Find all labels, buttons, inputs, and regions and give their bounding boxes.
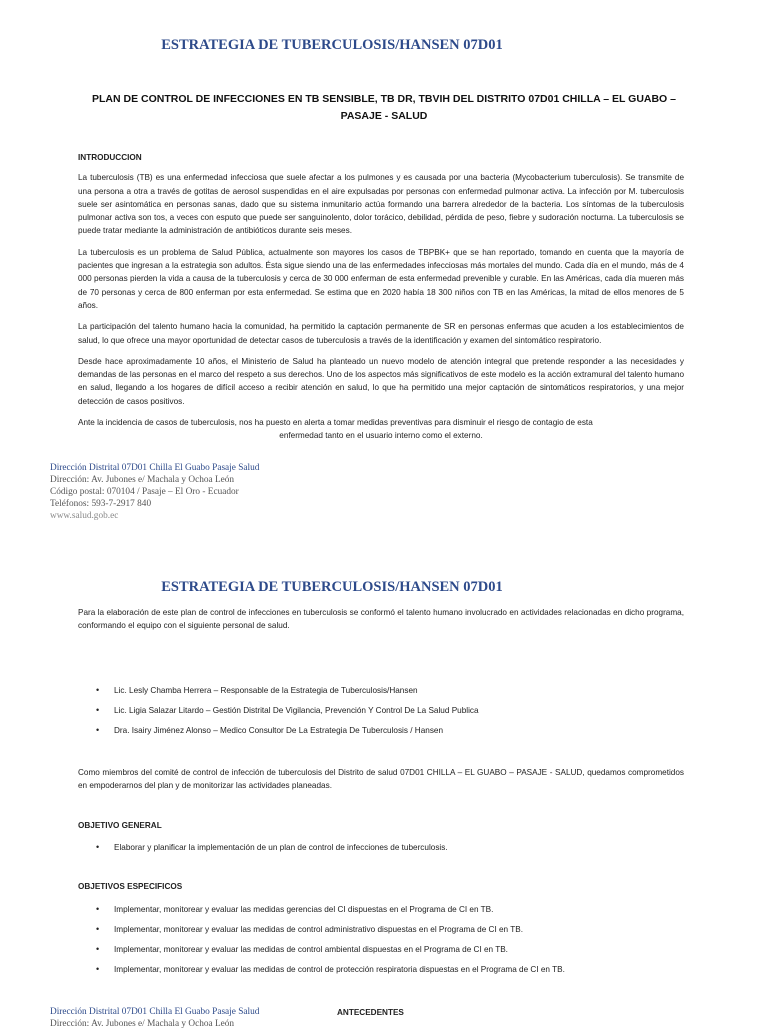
objective-specific-item: • Implementar, monitorear y evaluar las medidas de control administrativo dispuestas en el Programa de CI en TB. xyxy=(82,923,682,936)
intro-paragraph-1: La tuberculosis (TB) es una enfermedad infecciosa que suele afectar a los pulmones y es causada por una bacteria (Mycobacterium tuberculosis). Se transmite de una persona a otra a través de gotitas de aerosol suspendidas en el aire expulsadas por personas con enfermedad pulmonar activa. La infección por M. tuberculosis suele ser asintomática en personas sanas, dado que su sistema inmunitario actúa formando una barrera alrededor de la bacteria. Los síntomas de la tuberculosis pulmonar activa son tos, a veces con esputo que puede ser sanguinolento, dolor torácico, debilidad, pérdida de peso, fiebre y sudoración nocturna. La tuberculosis se puede tratar mediante la administración de antibióticos durante seis meses. xyxy=(78,173,684,236)
objective-specific-item: • Implementar, monitorear y evaluar las medidas de control ambiental dispuestas en el Programa de CI en TB. xyxy=(82,943,682,956)
antecedentes-heading: ANTECEDENTES xyxy=(337,1008,404,1017)
team-member: • Lic. Ligia Salazar Litardo – Gestión Distrital De Vigilancia, Prevención Y Control De La Salud Publica xyxy=(82,704,682,717)
footer-address-label: Dirección: xyxy=(50,475,90,485)
intro-paragraph-5-line-2: enfermedad tanto en el usuario interno como el externo. xyxy=(279,431,483,441)
intro-paragraph-3: La participación del talento humano hacia la comunidad, ha permitido la captación permanente de SR en personas enfermas que acuden a los establecimientos de salud, lo que ofrece una mayor oportunidad de detectar casos de tuberculosis a través de la identificación y examen del sintomático respiratorio. xyxy=(78,322,684,345)
plan-title xyxy=(80,91,688,125)
footer-2 xyxy=(50,1006,259,1030)
objectives-specific-heading: OBJETIVOS ESPECIFICOS xyxy=(78,882,183,891)
footer-phone xyxy=(50,498,259,510)
page-title: ESTRATEGIA DE TUBERCULOSIS/HANSEN 07D01 xyxy=(161,37,503,53)
footer xyxy=(50,462,259,522)
footer-org: Dirección Distrital 07D01 Chilla El Guabo Pasaje Salud xyxy=(50,463,260,473)
committee-text: Como miembros del comité de control de infección de tuberculosis del Distrito de salud 07D01 CHILLA – EL GUABO – PASAJE - SALUD, quedamos comprometidos en empoderarnos del plan y de monitorizar las actividades planeadas. xyxy=(78,768,684,791)
team-member: • Dra. Isairy Jiménez Alonso – Medico Consultor De La Estrategia De Tuberculosis / Hansen xyxy=(82,724,682,737)
objective-specific-item: • Implementar, monitorear y evaluar las medidas de control de protección respiratoria dispuestas en el Programa de CI en TB. xyxy=(82,963,682,976)
intro-paragraph-5-line-1: Ante la incidencia de casos de tuberculosis, nos ha puesto en alerta a tomar medidas preventivas para disminuir el riesgo de contagio de esta xyxy=(78,418,593,428)
introduction-section xyxy=(78,151,684,443)
footer-address-value: Av. Jubones e/ Machala y Ochoa León xyxy=(91,475,235,485)
plan-title-line-2: PASAJE - SALUD xyxy=(340,110,428,122)
intro-paragraph-2: La tuberculosis es un problema de Salud Pública, actualmente son mayores los casos de TBPBK+ que se han reportado, tomando en cuenta que la mayoría de pacientes que ingresan a la estrategia son adultos. Ésta sigue siendo una de las enfermedades infecciosas más mortales del mundo. Cada día en el mundo, más de 4 000 personas pierden la vida a causa de la tuberculosis y cerca de 30 000 enferman de esta enfermedad prevenible y curable. En las Américas, cada día mueren más de 70 personas y cerca de 800 enferman por esta enfermedad. Se estima que en 2020 había 18 300 niños con TB en las Américas, la mitad de ellos menores de 5 años. xyxy=(78,247,684,310)
footer-phone-label: Teléfonos: xyxy=(50,499,90,509)
team-intro xyxy=(78,606,684,641)
objective-general-heading: OBJETIVO GENERAL xyxy=(78,821,162,830)
team-member: • Lic. Lesly Chamba Herrera – Responsable de la Estrategia de Tuberculosis/Hansen xyxy=(82,684,682,697)
footer-2-address-label: Dirección: xyxy=(50,1019,90,1029)
footer-2-address-value: Av. Jubones e/ Machala y Ochoa León xyxy=(91,1019,235,1029)
intro-paragraph-4: Desde hace aproximadamente 10 años, el Ministerio de Salud ha planteado un nuevo modelo de atención integral que pretende responder a las necesidades y demandas de las personas en el marco del respeto a sus derechos. Uno de los aspectos más significativos de este modelo es la acción extramural del talento humano en salud, llegando a los hogares de difícil acceso a recibir atención en salud, lo que ha permitido una mejor captación de sintomáticos respiratorios, y una mejor detección de casos positivos. xyxy=(78,356,684,406)
objective-specific-item: • Implementar, monitorear y evaluar las medidas gerencias del CI dispuestas en el Programa de CI en TB. xyxy=(82,903,682,916)
objective-general-list xyxy=(82,841,682,854)
team-intro-text: Para la elaboración de este plan de control de infecciones en tuberculosis se conformó el talento humano involucrado en actividades relacionadas en dicho programa, conformando el equipo con el siguiente personal de salud. xyxy=(78,608,684,631)
objectives-specific-list xyxy=(82,903,682,976)
plan-title-line-1: PLAN DE CONTROL DE INFECCIONES EN TB SENSIBLE, TB DR, TBVIH DEL DISTRITO 07D01 CHILLA – EL GUABO – xyxy=(92,93,676,105)
footer-postal xyxy=(50,486,259,498)
footer-postal-label: Código postal: xyxy=(50,487,105,497)
footer-2-org: Dirección Distrital 07D01 Chilla El Guabo Pasaje Salud xyxy=(50,1007,260,1017)
footer-phone-value: 593-7-2917 840 xyxy=(91,499,152,509)
footer-address xyxy=(50,474,259,486)
page-title-2: ESTRATEGIA DE TUBERCULOSIS/HANSEN 07D01 xyxy=(161,579,503,595)
team-list xyxy=(82,684,682,737)
footer-2-address xyxy=(50,1018,259,1030)
introduction-heading: INTRODUCCION xyxy=(78,153,142,162)
intro-paragraph-5 xyxy=(78,416,684,443)
committee-section xyxy=(78,766,684,801)
objective-general-item: • Elaborar y planificar la implementación de un plan de control de infecciones de tuberculosis. xyxy=(82,841,682,854)
footer-website: www.salud.gob.ec xyxy=(50,511,119,521)
footer-postal-value: 070104 / Pasaje – El Oro - Ecuador xyxy=(106,487,239,497)
